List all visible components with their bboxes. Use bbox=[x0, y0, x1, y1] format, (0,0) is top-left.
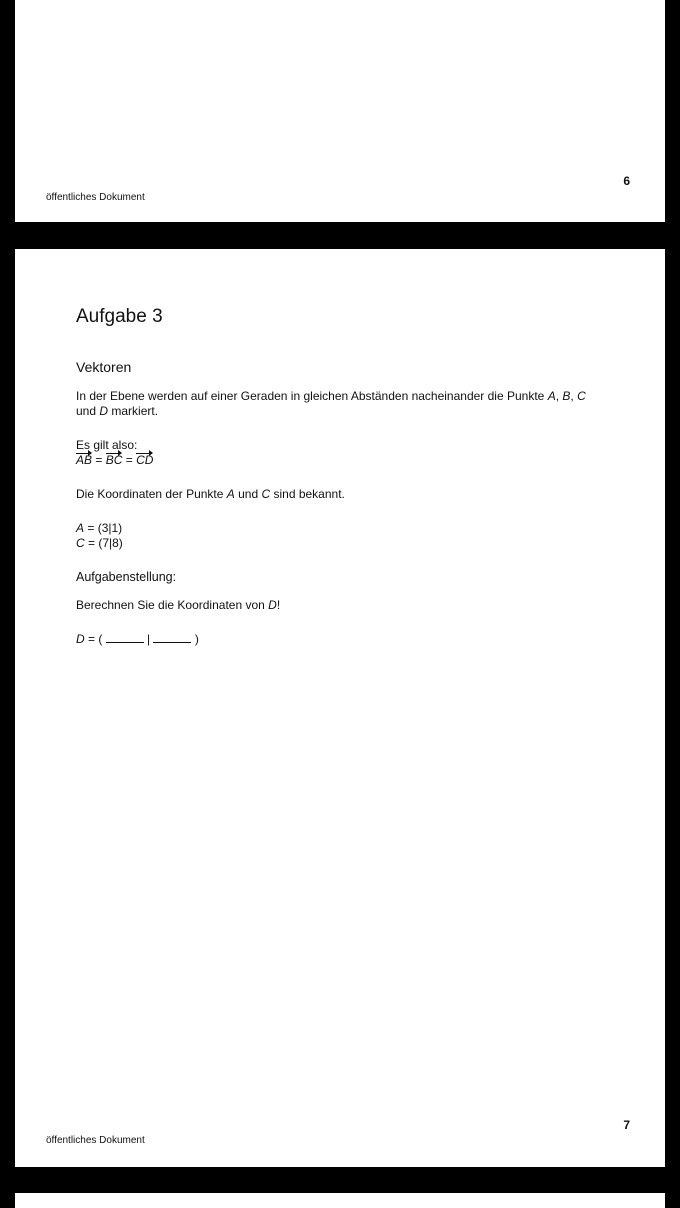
point-label: A bbox=[547, 389, 556, 403]
point-c-coords: C = (7|8) bbox=[76, 536, 123, 550]
point-label: B bbox=[562, 389, 571, 403]
point-label: D bbox=[99, 404, 109, 418]
page-footer: öffentliches Dokument bbox=[46, 1135, 145, 1146]
answer-blank-x[interactable] bbox=[106, 633, 144, 643]
intro-paragraph: In der Ebene werden auf einer Geraden in gleichen Abständen nacheinander die Punkte A, B, C und D markiert. bbox=[76, 389, 586, 418]
task-text: Berechnen Sie die Koordinaten von D! bbox=[76, 598, 281, 612]
answer-line: D = ( | ) bbox=[76, 632, 199, 646]
page-content bbox=[76, 305, 616, 666]
point-a-coords: A = (3|1) bbox=[76, 521, 123, 535]
page-footer: öffentliches Dokument bbox=[46, 192, 145, 203]
coords-sentence: Die Koordinaten der Punkte A und C sind bekannt. bbox=[76, 487, 345, 501]
task-label: Aufgabenstellung: bbox=[76, 570, 177, 584]
given-label: Es gilt also: bbox=[76, 438, 138, 452]
vector-cd: CD bbox=[136, 453, 154, 467]
answer-blank-y[interactable] bbox=[153, 633, 191, 643]
vector-bc: BC bbox=[105, 453, 123, 467]
vector-ab: AB bbox=[76, 453, 93, 467]
page-7 bbox=[15, 249, 665, 1167]
section-title: Vektoren bbox=[76, 359, 132, 375]
page-number: 7 bbox=[623, 1118, 630, 1132]
task-title: Aufgabe 3 bbox=[76, 306, 163, 327]
page-6 bbox=[15, 0, 665, 222]
vector-equation: AB = BC = CD bbox=[76, 453, 154, 467]
point-label: C bbox=[577, 389, 586, 403]
page-8 bbox=[15, 1193, 665, 1208]
page-number: 6 bbox=[623, 174, 630, 188]
